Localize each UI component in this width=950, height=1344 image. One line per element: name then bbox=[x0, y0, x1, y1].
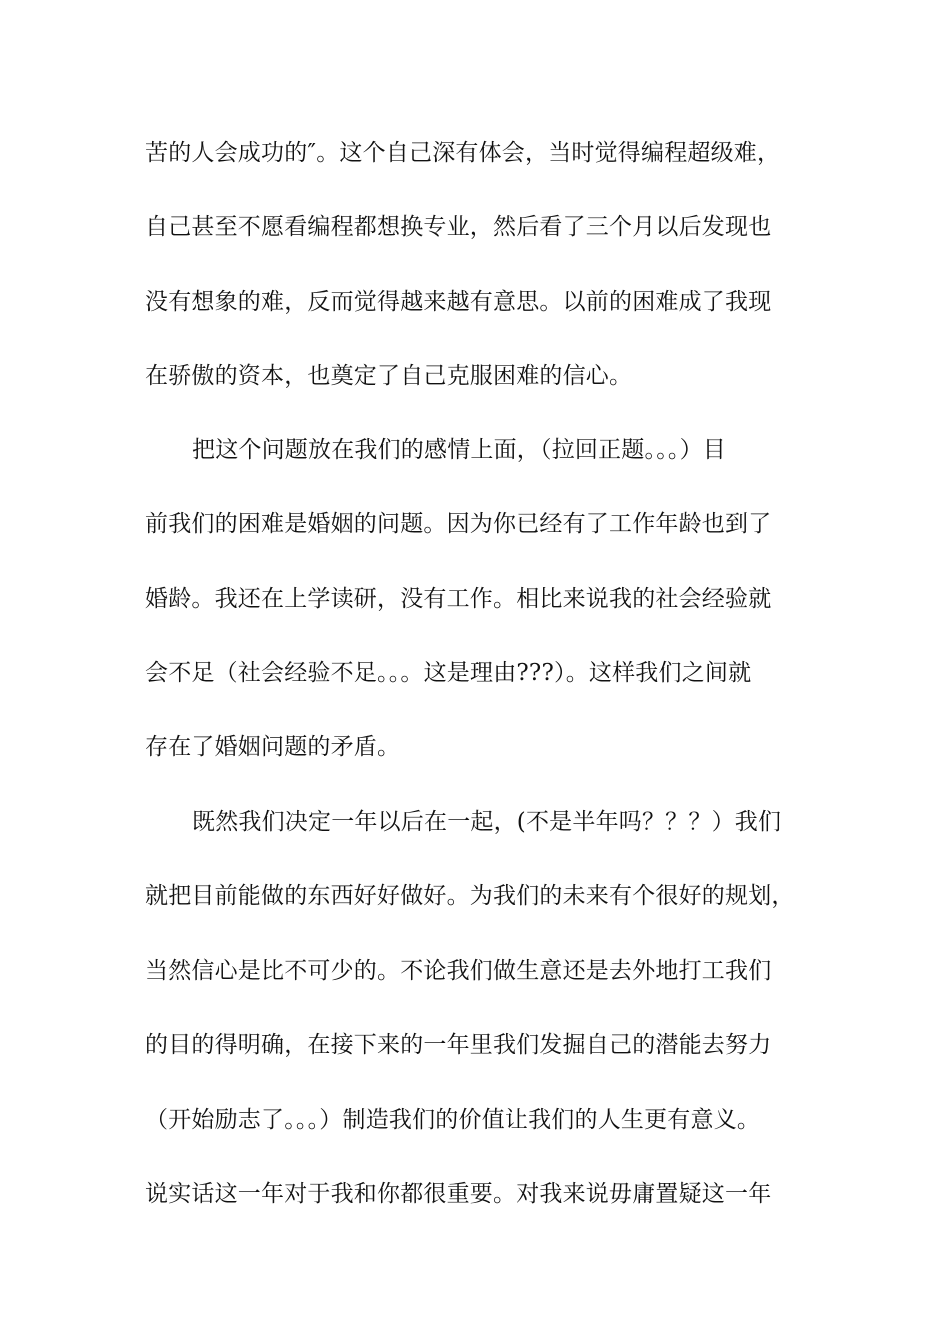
text-line: 在骄傲的资本，也奠定了自己克服困难的信心。 bbox=[145, 363, 633, 389]
text-line: 当然信心是比不可少的。不论我们做生意还是去外地打工我们 bbox=[145, 958, 772, 984]
text-line: 说实话这一年对于我和你都很重要。对我来说毋庸置疑这一年 bbox=[145, 1181, 772, 1207]
text-line: 苦的人会成功的″。这个自己深有体会，当时觉得编程超级难， bbox=[145, 140, 781, 166]
text-line: 的目的得明确，在接下来的一年里我们发掘自己的潜能去努力 bbox=[145, 1032, 772, 1058]
text-line: 就把目前能做的东西好好做好。为我们的未来有个很好的规划， bbox=[145, 883, 795, 909]
text-line: 没有想象的难，反而觉得越来越有意思。以前的困难成了我现 bbox=[145, 289, 772, 315]
text-line: 婚龄。我还在上学读研，没有工作。相比来说我的社会经验就 bbox=[145, 586, 772, 612]
text-line: 存在了婚姻问题的矛盾。 bbox=[145, 734, 401, 760]
text-line: 自己甚至不愿看编程都想换专业，然后看了三个月以后发现也 bbox=[145, 214, 772, 240]
text-line: 会不足（社会经验不足。。。这是理由???）。这样我们之间就 bbox=[145, 660, 752, 686]
text-line: 前我们的困难是婚姻的问题。因为你已经有了工作年龄也到了 bbox=[145, 511, 772, 537]
paragraph-first-line: 把这个问题放在我们的感情上面，（拉回正题。。。）目 bbox=[192, 437, 726, 463]
text-line: （开始励志了。。。）制造我们的价值让我们的人生更有意义。 bbox=[145, 1107, 761, 1133]
paragraph-first-line: 既然我们决定一年以后在一起，(不是半年吗？？？）我们 bbox=[192, 809, 782, 835]
